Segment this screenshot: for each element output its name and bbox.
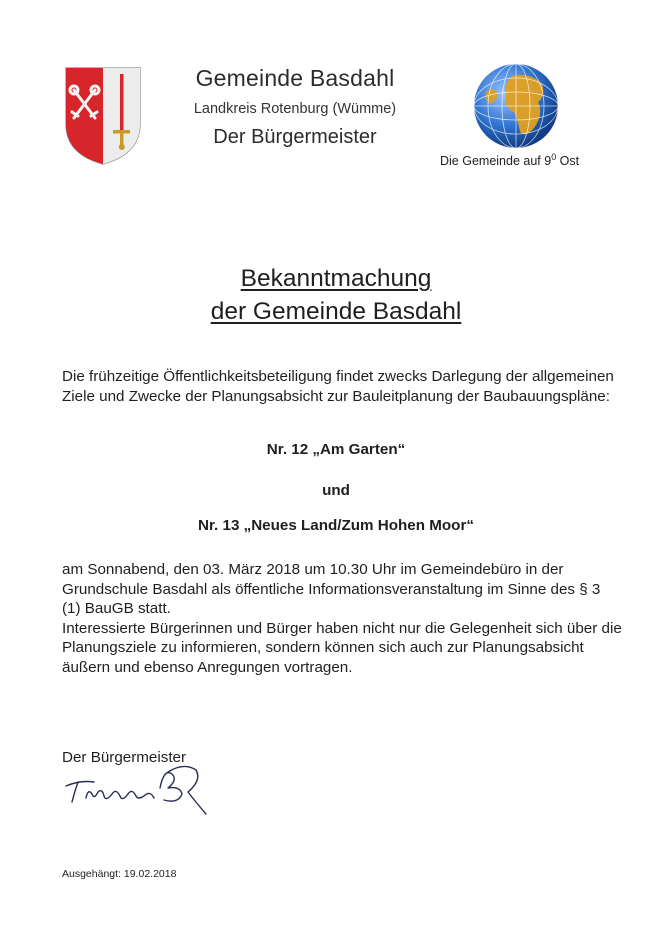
participation-note: Interessierte Bürgerinnen und Bürger haben nicht nur die Gelegenheit sich über die Planungsziele zu informieren, sondern können sich auch zur Planungsabsicht äußern und ebenso Anregungen vortragen. <box>62 619 622 676</box>
event-details: am Sonnabend, den 03. März 2018 um 10.30 Uhr im Gemeindebüro in der Grundschule Basdahl als öffentliche Informationsveranstaltung im Sinne des § 3 (1) BauGB statt. <box>62 561 601 617</box>
title-line-2: der Gemeinde Basdahl <box>210 298 462 325</box>
intro-paragraph: Die frühzeitige Öffentlichkeitsbeteiligung findet zwecks Darlegung der allgemeinen Ziele und Zwecke der Planungsabsicht zur Bauleitplanung der Baubauungspläne: <box>62 368 614 405</box>
plan-12: Nr. 12 „Am Garten“ <box>266 441 406 458</box>
posted-date: Ausgehängt: 19.02.2018 <box>62 868 177 880</box>
plan-13: Nr. 13 „Neues Land/Zum Hohen Moor“ <box>198 517 474 534</box>
globe-icon <box>472 62 560 150</box>
district-name: Landkreis Rotenburg (Wümme) <box>193 101 397 117</box>
motto <box>440 152 579 168</box>
coat-of-arms-icon <box>64 66 142 166</box>
motto-suffix: Ost <box>556 154 580 169</box>
event-paragraph <box>62 560 622 677</box>
municipality-name: Gemeinde Basdahl <box>195 65 395 91</box>
motto-prefix: Die Gemeinde auf 9 <box>440 154 552 169</box>
signoff: Der Bürgermeister <box>62 749 187 766</box>
handwritten-signature <box>60 758 210 820</box>
office-name: Der Bürgermeister <box>213 126 377 148</box>
letterhead <box>160 64 430 149</box>
notice-title <box>0 262 672 328</box>
title-line-1: Bekanntmachung <box>240 265 432 292</box>
plan-conjunction: und <box>322 482 350 499</box>
motto-degree: 0 <box>551 152 557 162</box>
